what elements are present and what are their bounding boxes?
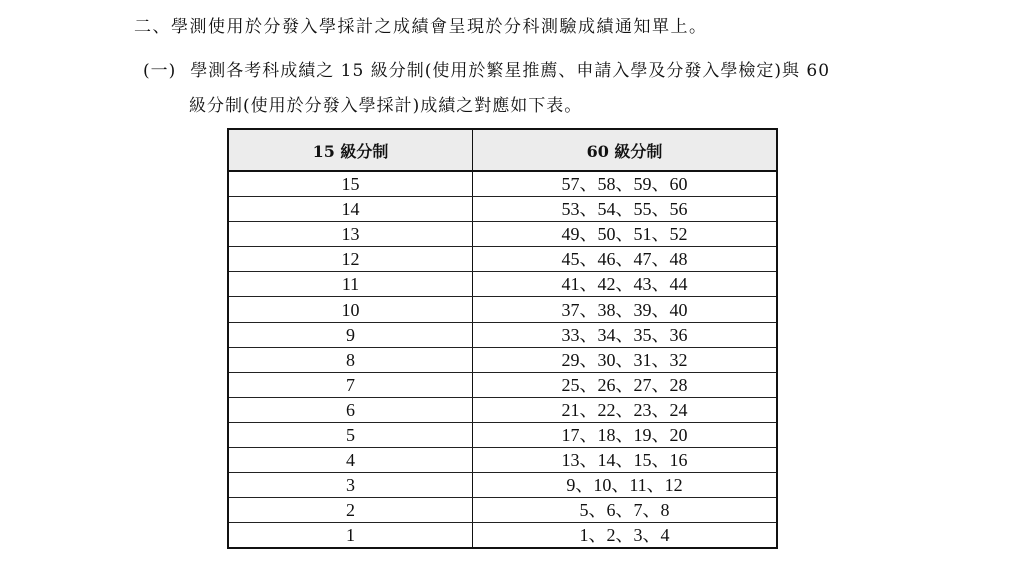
cell-60-level: 41、42、43、44 (473, 272, 778, 297)
cell-15-level: 13 (228, 222, 473, 247)
cell-60-level: 17、18、19、20 (473, 422, 778, 447)
table-row (228, 297, 777, 322)
cell-60-level: 45、46、47、48 (473, 247, 778, 272)
cell-15-level: 9 (228, 322, 473, 347)
section-heading: 二、學測使用於分發入學採計之成績會呈現於分科測驗成績通知單上。 (134, 17, 708, 37)
cell-15-level: 7 (228, 372, 473, 397)
cell-60-level: 29、30、31、32 (473, 347, 778, 372)
header-60-level: 60 級分制 (473, 129, 778, 171)
table-row (228, 222, 777, 247)
table-row (228, 523, 777, 549)
paragraph-line-2: 級分制(使用於分發入學採計)成績之對應如下表。 (189, 96, 583, 116)
table-row (228, 197, 777, 222)
table-row (228, 498, 777, 523)
table-row (228, 372, 777, 397)
cell-15-level: 6 (228, 397, 473, 422)
cell-60-level: 53、54、55、56 (473, 197, 778, 222)
cell-60-level: 37、38、39、40 (473, 297, 778, 322)
cell-60-level: 49、50、51、52 (473, 222, 778, 247)
table-row (228, 247, 777, 272)
header-15-level: 15 級分制 (228, 129, 473, 171)
cell-60-level: 1、2、3、4 (473, 523, 778, 549)
table-row (228, 473, 777, 498)
cell-15-level: 10 (228, 297, 473, 322)
table-row (228, 171, 777, 197)
table-body (228, 171, 777, 548)
table-row (228, 448, 777, 473)
cell-60-level: 5、6、7、8 (473, 498, 778, 523)
cell-15-level: 8 (228, 347, 473, 372)
grade-conversion-table (227, 128, 778, 549)
table-row (228, 422, 777, 447)
cell-15-level: 5 (228, 422, 473, 447)
cell-15-level: 14 (228, 197, 473, 222)
paragraph-marker: (一) (143, 61, 177, 81)
cell-15-level: 4 (228, 448, 473, 473)
cell-60-level: 25、26、27、28 (473, 372, 778, 397)
cell-15-level: 2 (228, 498, 473, 523)
cell-15-level: 3 (228, 473, 473, 498)
table-row (228, 397, 777, 422)
table-row (228, 272, 777, 297)
cell-15-level: 15 (228, 171, 473, 197)
cell-60-level: 57、58、59、60 (473, 171, 778, 197)
table-row (228, 347, 777, 372)
cell-15-level: 1 (228, 523, 473, 549)
cell-60-level: 13、14、15、16 (473, 448, 778, 473)
cell-60-level: 33、34、35、36 (473, 322, 778, 347)
cell-15-level: 11 (228, 272, 473, 297)
cell-15-level: 12 (228, 247, 473, 272)
cell-60-level: 9、10、11、12 (473, 473, 778, 498)
paragraph-text-1: 學測各考科成績之 15 級分制(使用於繁星推薦、申請入學及分發入學檢定)與 60 (190, 61, 831, 81)
table-row (228, 322, 777, 347)
table-header-row (228, 129, 777, 171)
cell-60-level: 21、22、23、24 (473, 397, 778, 422)
paragraph-line-1 (143, 56, 943, 81)
intro-paragraph (143, 56, 943, 116)
